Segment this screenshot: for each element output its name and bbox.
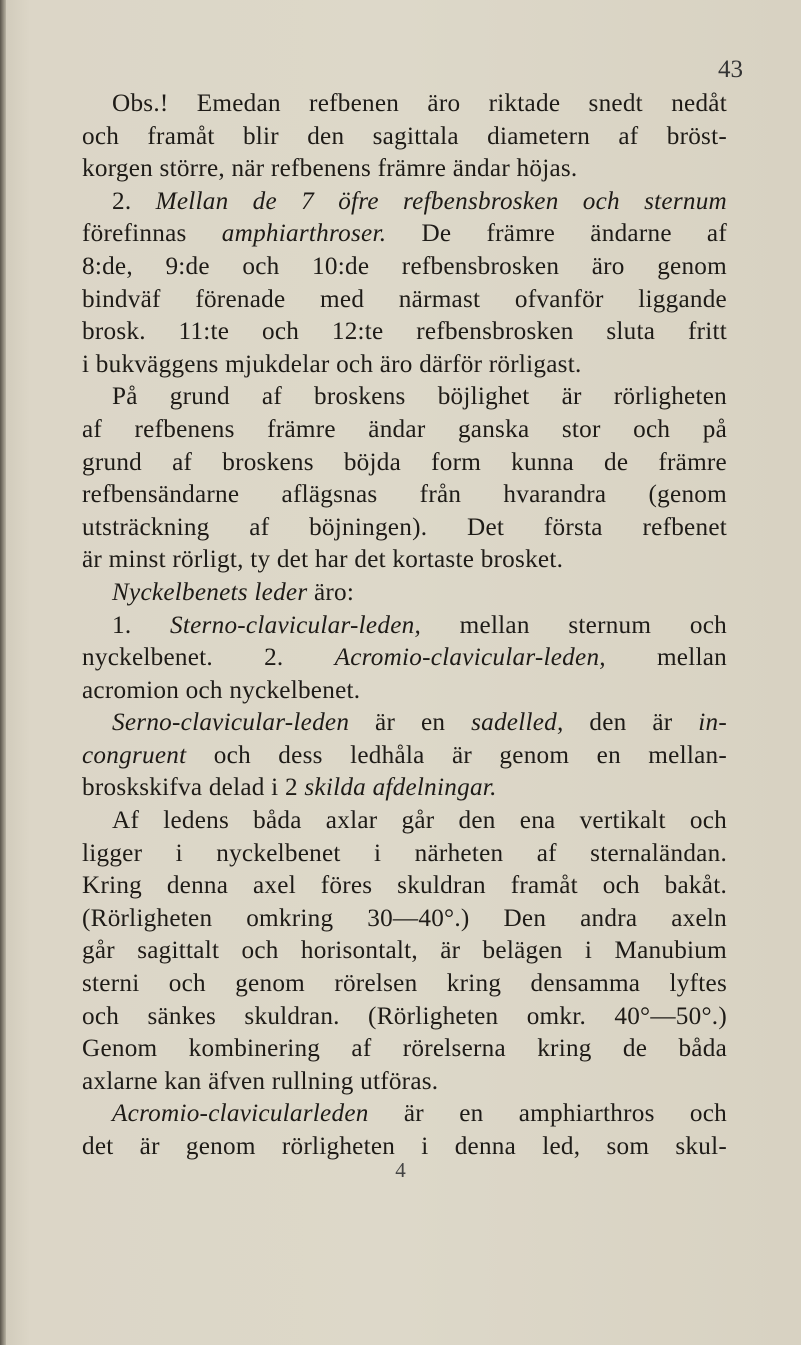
text-run: och framåt blir den sagittala diametern af bröst-: [82, 122, 727, 150]
text-line: [82, 447, 727, 480]
text-line: [82, 968, 727, 1001]
text-line: [82, 1066, 727, 1099]
text-line: [82, 935, 727, 968]
text-line: [82, 349, 727, 382]
text-line: [82, 414, 727, 447]
text-line: [82, 479, 727, 512]
signature-mark: 4: [395, 1158, 406, 1182]
text-run: Kring denna axel föres skuldran framåt och bakåt.: [82, 872, 727, 900]
text-run: refbensändarne aflägsnas från hvarandra (genom: [82, 481, 727, 509]
text-line: [82, 642, 727, 675]
text-line: [82, 512, 727, 545]
page-binding-edge: [0, 0, 6, 1345]
text-run: går sagittalt och horisontalt, är belägen i Manubium: [82, 937, 727, 965]
italic-text: Acromio-clavicular-leden,: [334, 644, 606, 672]
text-run: nyckelbenet. 2.: [82, 644, 335, 672]
text-run: Obs.! Emedan refbenen äro riktade snedt nedåt: [112, 90, 727, 117]
text-run: (Rörligheten omkring 30—40°.) Den andra axeln: [82, 904, 727, 932]
text-run: är en: [349, 709, 472, 737]
text-run: mellan: [605, 644, 727, 672]
italic-text: congruent: [82, 741, 187, 769]
text-run: mellan sternum och: [421, 611, 727, 639]
text-line: [82, 316, 727, 349]
text-line: [82, 707, 727, 740]
text-line: [82, 544, 727, 577]
text-run: är minst rörligt, ty det har det kortaste brosket.: [82, 546, 564, 574]
text-run: På grund af broskens böjlighet är rörligheten: [112, 383, 727, 411]
text-run: och dess ledhåla är genom en mellan-: [186, 741, 727, 769]
italic-text: Sterno-clavicular-leden,: [170, 611, 422, 639]
body-text: [82, 88, 727, 1164]
text-line: [82, 838, 727, 871]
italic-text: Mellan de 7 öfre refbensbrosken och sternum: [155, 187, 728, 215]
text-run: utsträckning af böjningen). Det första refbenet: [82, 513, 727, 541]
text-run: broskskifva delad i 2: [82, 774, 305, 802]
text-run: Genom kombinering af rörelserna kring de båda: [82, 1035, 727, 1063]
text-run: det är genom rörligheten i denna led, som skul-: [82, 1133, 727, 1160]
text-line: [82, 1001, 727, 1034]
italic-text: sadelled,: [471, 709, 564, 737]
text-line: [82, 903, 727, 936]
text-line: [82, 88, 727, 121]
text-run: den är: [563, 709, 699, 737]
text-run: Af ledens båda axlar går den ena vertikalt och: [112, 807, 727, 835]
text-line: [82, 284, 727, 317]
text-run: korgen större, när refbenens främre ändar höjas.: [82, 155, 578, 183]
text-run: De främre ändarne af: [386, 220, 727, 248]
text-run: sterni och genom rörelsen kring densamma lyftes: [82, 970, 727, 998]
text-line: [82, 1098, 727, 1131]
text-run: grund af broskens böjda form kunna de främre: [82, 448, 727, 476]
text-run: 8:de, 9:de och 10:de refbensbrosken äro genom: [82, 252, 727, 280]
text-run: bindväf förenade med närmast ofvanför liggande: [82, 285, 727, 313]
italic-text: Nyckelbenets leder: [112, 578, 308, 606]
text-line: [82, 153, 727, 186]
text-run: 1.: [112, 611, 171, 639]
text-line: [82, 805, 727, 838]
text-line: [82, 251, 727, 284]
text-line: [82, 772, 727, 805]
text-run: brosk. 11:te och 12:te refbensbrosken sluta fritt: [82, 318, 727, 346]
text-run: ligger i nyckelbenet i närheten af sternaländan.: [82, 839, 727, 867]
text-run: och sänkes skuldran. (Rörligheten omkr. 40°—50°.): [82, 1002, 727, 1030]
text-run: i bukväggens mjukdelar och äro därför rörligast.: [82, 350, 582, 378]
text-run: acromion och nyckelbenet.: [82, 676, 361, 704]
text-line: [82, 1033, 727, 1066]
text-line: [82, 381, 727, 414]
text-run: förefinnas: [82, 220, 222, 248]
text-run: är en amphiarthros och: [368, 1100, 727, 1128]
italic-text: Serno-clavicular-leden: [112, 709, 350, 737]
text-line: [82, 186, 727, 219]
text-run: af refbenens främre ändar ganska stor och på: [82, 415, 727, 443]
italic-text: skilda afdelningar.: [304, 774, 497, 802]
text-line: [82, 121, 727, 154]
text-run: axlarne kan äfven rullning utföras.: [82, 1067, 439, 1095]
text-run: äro:: [307, 578, 355, 606]
italic-text: in-: [698, 709, 727, 737]
text-line: [82, 675, 727, 708]
text-line: [82, 218, 727, 251]
italic-text: amphiarthroser.: [221, 220, 387, 248]
text-line: [82, 577, 727, 610]
text-line: [82, 610, 727, 643]
text-line: [82, 870, 727, 903]
text-line: [82, 740, 727, 773]
page-number: 43: [718, 56, 743, 83]
text-run: 2.: [112, 187, 156, 215]
italic-text: Acromio-clavicularleden: [112, 1100, 369, 1128]
